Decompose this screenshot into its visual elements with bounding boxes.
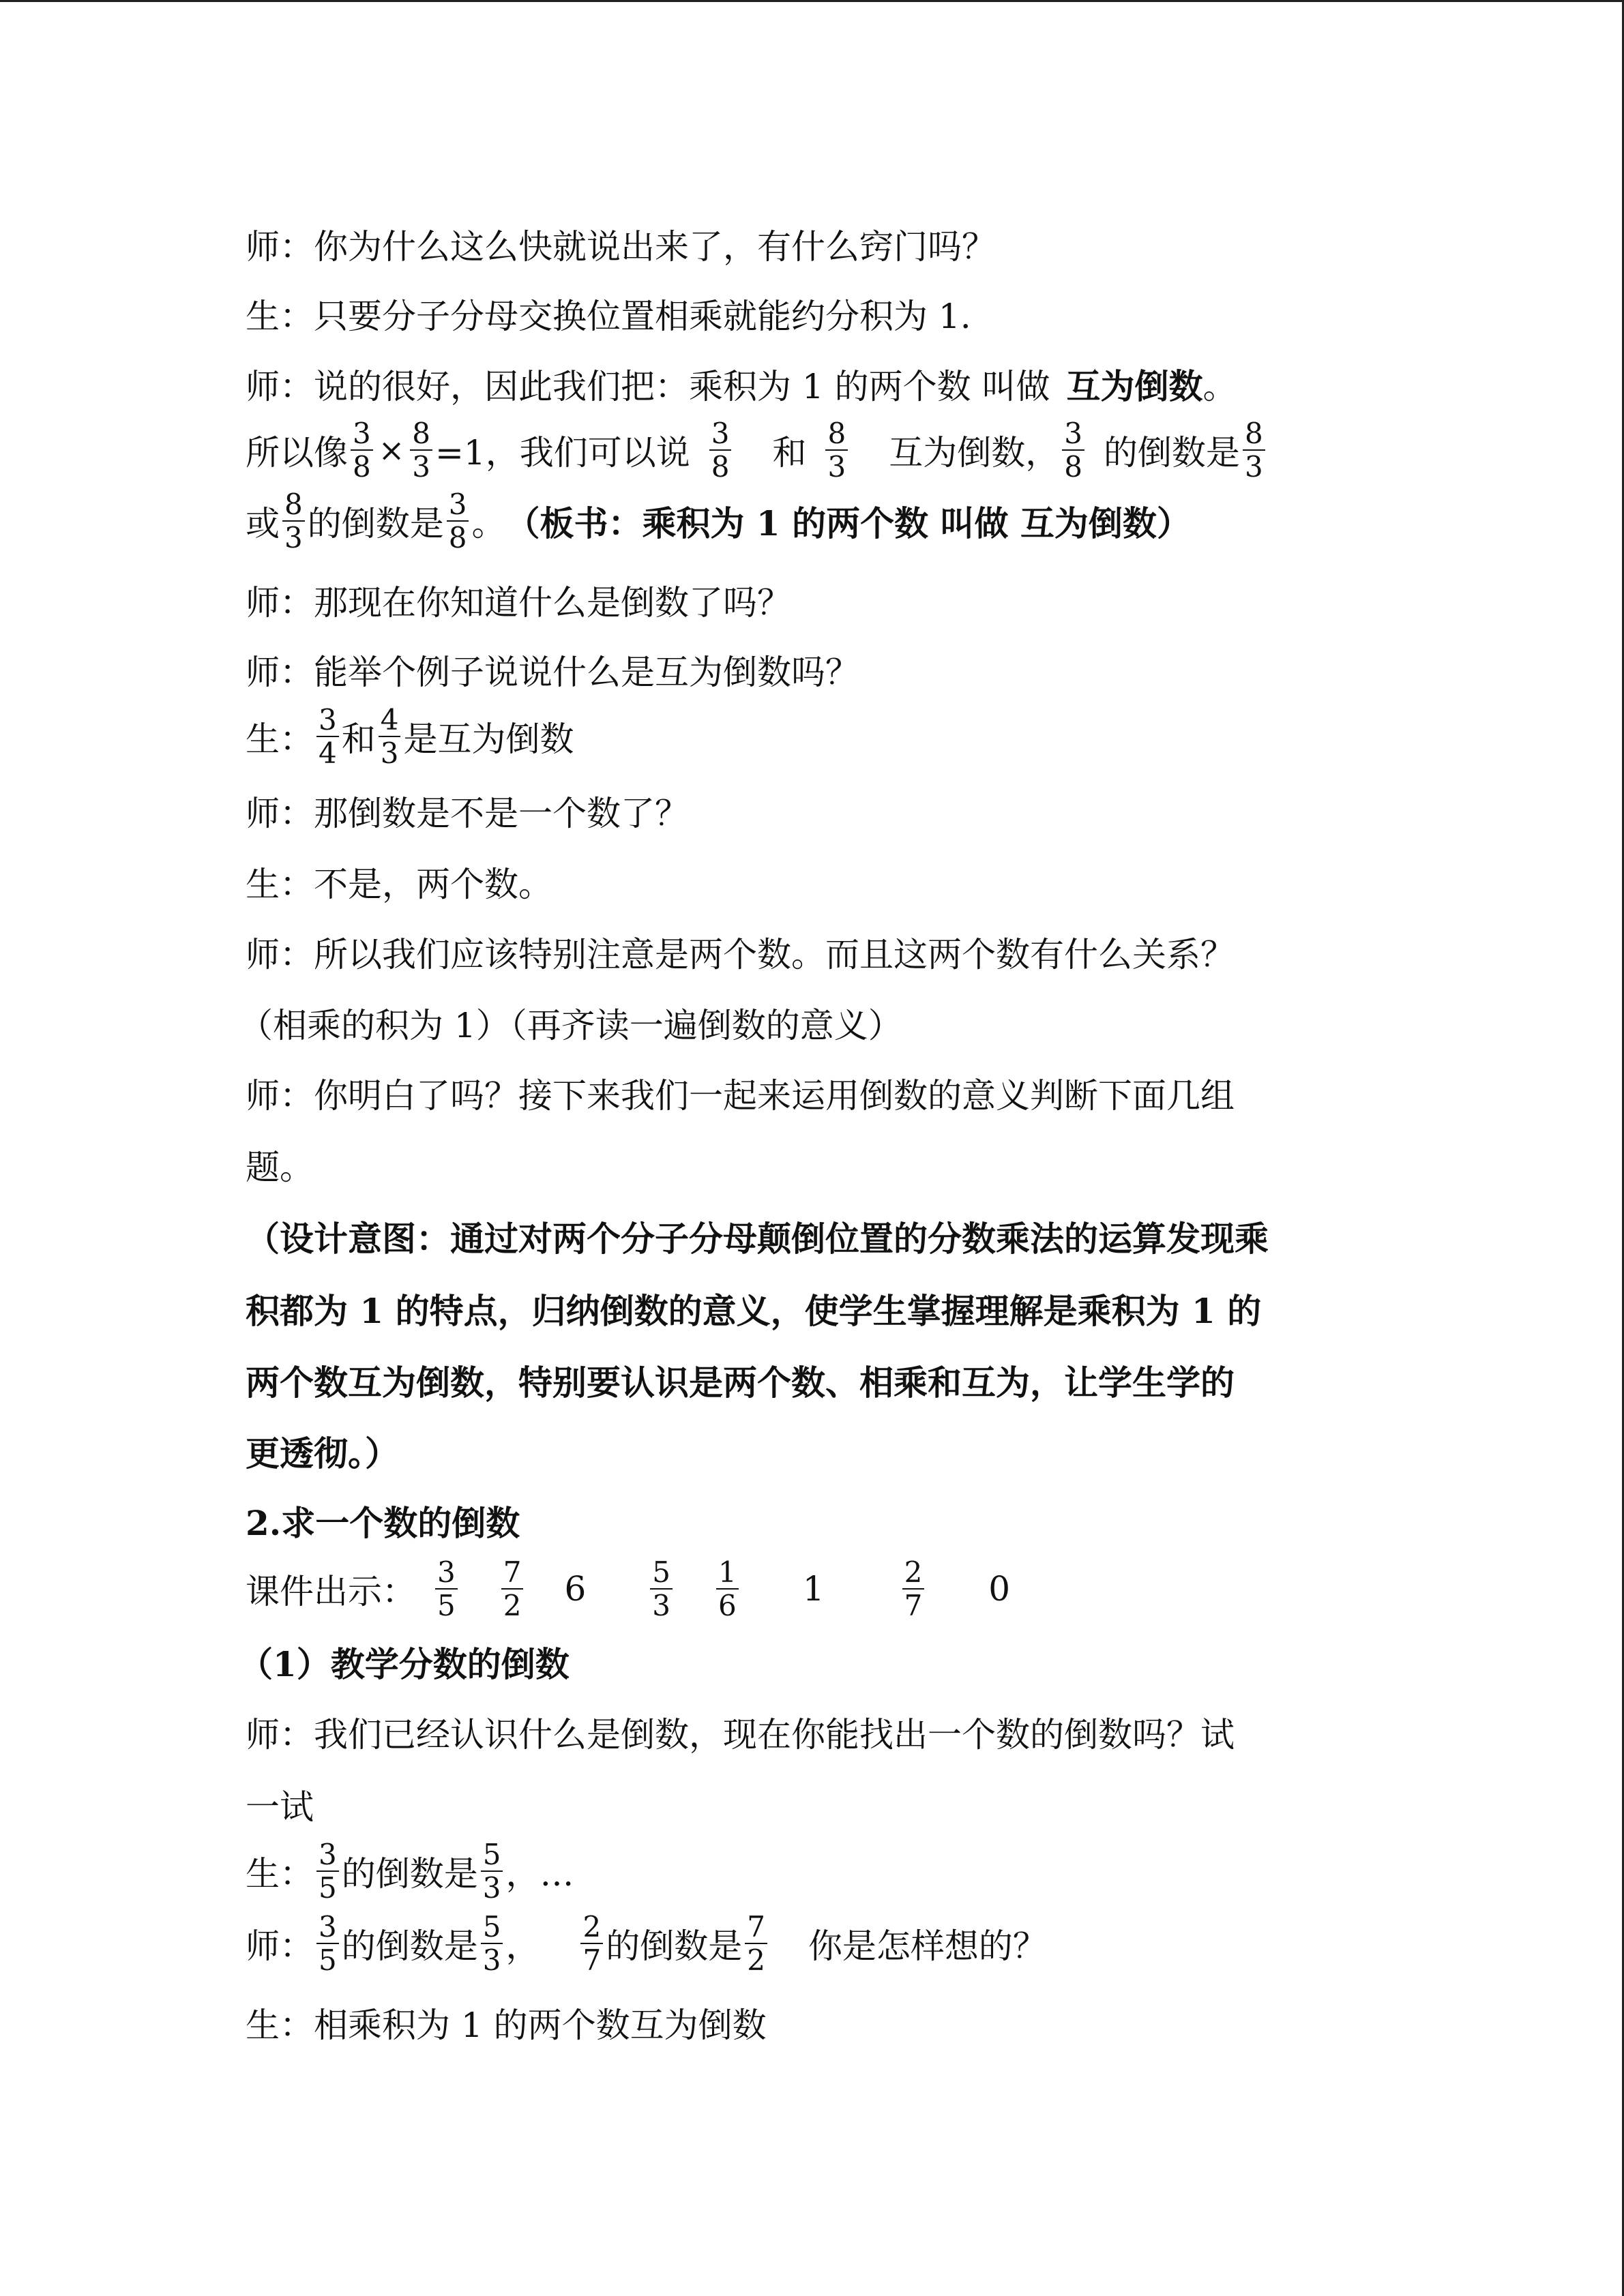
- and-text: 和: [341, 719, 376, 760]
- line-10: [246, 857, 1391, 906]
- fraction-8-3: $\frac{8}{3}$: [410, 417, 432, 483]
- period: 。: [1202, 367, 1237, 406]
- teacher-question-text: 师：那倒数是不是一个数了？: [246, 794, 689, 833]
- student-answer-text: 生：不是，两个数。: [246, 865, 552, 904]
- line-1: [246, 220, 1391, 269]
- design-intent-line-4: [246, 1427, 1391, 1476]
- definition-text: 师：说的很好，因此我们把：乘积为 1 的两个数 叫做: [246, 367, 1050, 406]
- teacher-question-text: 一试: [246, 1787, 314, 1827]
- fraction-4-3: $\frac{4}{3}$: [379, 704, 401, 769]
- fraction-5-3: $\frac{5}{3}$: [650, 1556, 673, 1622]
- fraction-2-7: $\frac{2}{7}$: [580, 1911, 603, 1976]
- fraction-3-8: $\frac{3}{8}$: [1062, 417, 1084, 483]
- subheading: [239, 1637, 1385, 1686]
- teacher-question-text: 师：你为什么这么快就说出来了，有什么窍门吗？: [246, 227, 996, 267]
- design-intent-line-2: [246, 1284, 1391, 1333]
- reciprocal-is-text: 的倒数是: [1103, 433, 1240, 473]
- teacher-question-text: 题。: [246, 1148, 314, 1187]
- line-3: [246, 359, 1391, 408]
- line-25: [246, 1911, 1391, 1976]
- line-14: [246, 1140, 1391, 1189]
- fraction-7-2: $\frac{7}{2}$: [745, 1911, 767, 1976]
- teacher-question-text: 你是怎样想的？: [808, 1926, 1047, 1967]
- subsection-title: （1）教学分数的倒数: [239, 1644, 570, 1684]
- courseware-line: [246, 1556, 1391, 1622]
- integer-6: 6: [564, 1569, 587, 1609]
- design-intent-line-3: [246, 1356, 1391, 1405]
- mutual-text: 互为倒数，: [889, 433, 1060, 473]
- period: 。: [471, 504, 506, 544]
- section-heading: [246, 1496, 1391, 1545]
- student-answer-text: 生：相乘积为 1 的两个数互为倒数: [246, 2006, 767, 2045]
- design-intent-text: （设计意图：通过对两个分子分母颠倒位置的分数乘法的运算发现乘: [246, 1219, 1269, 1259]
- fraction-7-2: $\frac{7}{2}$: [501, 1556, 524, 1622]
- line-11: [246, 927, 1391, 976]
- teacher-question-text: 师：我们已经认识什么是倒数，现在你能找出一个数的倒数吗？试: [246, 1715, 1235, 1755]
- line-2: [246, 289, 1391, 338]
- fraction-2-7: $\frac{2}{7}$: [902, 1556, 925, 1622]
- line-12: [239, 998, 1385, 1047]
- fraction-5-3: $\frac{5}{3}$: [481, 1838, 503, 1904]
- line-23: [246, 1780, 1391, 1829]
- teacher-question-text: 师：所以我们应该特别注意是两个数。而且这两个数有什么关系？: [246, 935, 1235, 974]
- fraction-1-6: $\frac{1}{6}$: [716, 1556, 739, 1622]
- reciprocal-is-text: 的倒数是: [341, 1854, 478, 1894]
- design-intent-text: 更透彻。）: [246, 1433, 399, 1474]
- teacher-question-text: 师：能举个例子说说什么是互为倒数吗？: [246, 653, 859, 692]
- line-24: [246, 1838, 1391, 1904]
- design-intent-text: 积都为 1 的特点，归纳倒数的意义，使学生掌握理解是乘积为 1 的: [246, 1291, 1262, 1331]
- fraction-3-8: $\frac{3}{8}$: [447, 488, 469, 554]
- integer-1: 1: [802, 1569, 825, 1609]
- design-intent-text: 两个数互为倒数，特别要认识是两个数、相乘和互为，让学生学的: [246, 1362, 1235, 1403]
- fraction-3-5: $\frac{3}{5}$: [316, 1838, 339, 1904]
- ellipsis-text: ，…: [505, 1854, 574, 1894]
- line-4: [246, 417, 1391, 483]
- line-22: [246, 1708, 1391, 1757]
- fraction-3-4: $\frac{3}{4}$: [316, 704, 339, 769]
- example-intro: 所以像: [246, 433, 348, 473]
- line-9: [246, 786, 1391, 835]
- section-title: 2.求一个数的倒数: [246, 1503, 520, 1543]
- reciprocal-is-text: 的倒数是: [341, 1926, 478, 1967]
- fraction-3-8: $\frac{3}{8}$: [351, 417, 373, 483]
- teacher-question-text: 师：那现在你知道什么是倒数了吗？: [246, 583, 791, 623]
- line-6: [246, 576, 1391, 625]
- and-text: 和: [772, 433, 807, 473]
- reciprocal-is-text: 的倒数是: [307, 504, 444, 544]
- fraction-5-3: $\frac{5}{3}$: [481, 1911, 503, 1976]
- line-26: [246, 1998, 1391, 2047]
- line-13: [246, 1069, 1391, 1118]
- line-5: [246, 488, 1391, 554]
- board-note: （板书：乘积为 1 的两个数 叫做 互为倒数）: [505, 503, 1191, 544]
- fraction-3-5: $\frac{3}{5}$: [316, 1911, 339, 1976]
- fraction-8-3: $\frac{8}{3}$: [825, 417, 848, 483]
- teacher-question-text: 师：你明白了吗？接下来我们一起来运用倒数的意义判断下面几组: [246, 1076, 1235, 1116]
- integer-0: 0: [988, 1569, 1011, 1609]
- line-7: [246, 645, 1391, 694]
- courseware-label: 课件出示：: [246, 1572, 416, 1612]
- teacher-label: 师：: [246, 1926, 314, 1967]
- times-sign: ×: [378, 432, 405, 469]
- fraction-3-5: $\frac{3}{5}$: [435, 1556, 458, 1622]
- fraction-8-3: $\frac{8}{3}$: [282, 488, 305, 554]
- comma: ，: [505, 1926, 540, 1967]
- note-text: （相乘的积为 1）（再齐读一遍倒数的意义）: [239, 1006, 902, 1045]
- student-label: 生：: [246, 1854, 314, 1894]
- reciprocal-is-text: 的倒数是: [606, 1926, 743, 1967]
- line-8: [246, 704, 1391, 769]
- student-answer-text: 是互为倒数: [403, 719, 574, 760]
- fraction-3-8: $\frac{3}{8}$: [709, 417, 732, 483]
- student-answer-text: 生：只要分子分母交换位置相乘就能约分积为 1.: [246, 297, 971, 336]
- student-label: 生：: [246, 719, 314, 760]
- definition-term: 互为倒数: [1066, 366, 1203, 406]
- equals-text: =1，我们可以说: [435, 433, 690, 473]
- or-text: 或: [246, 504, 280, 544]
- design-intent-line-1: [246, 1212, 1391, 1261]
- fraction-8-3: $\frac{8}{3}$: [1243, 417, 1265, 483]
